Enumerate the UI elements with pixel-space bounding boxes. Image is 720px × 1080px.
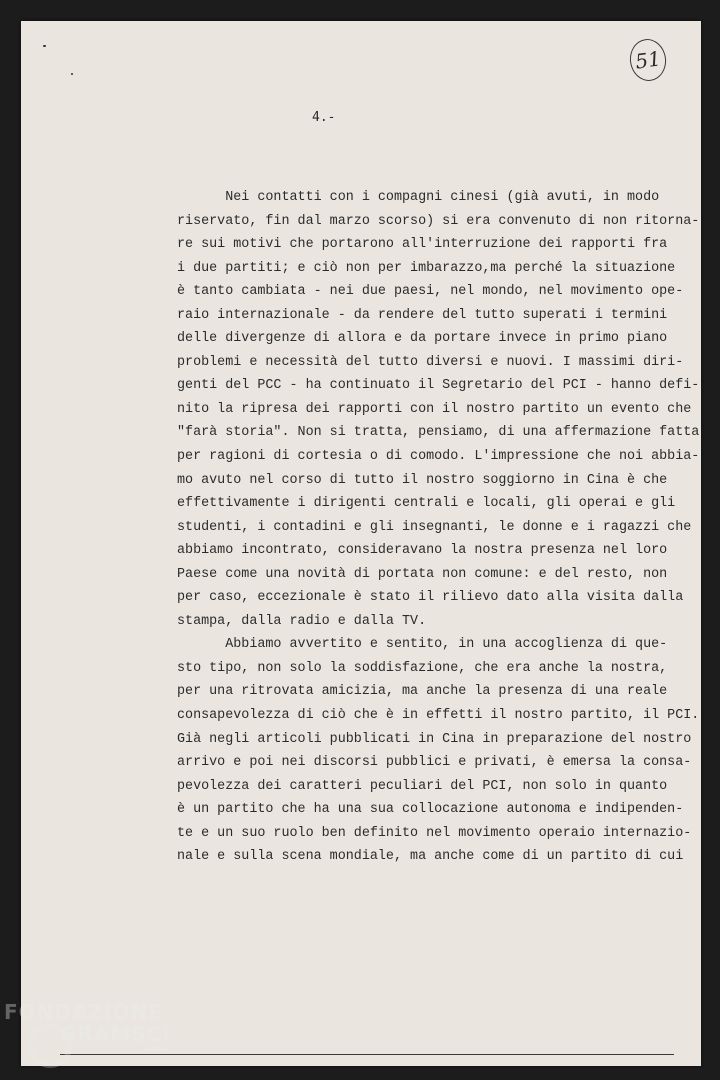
text-line: consapevolezza di ciò che è in effetti il nostro partito, il PCI.	[177, 708, 700, 724]
text-line: effettivamente i dirigenti centrali e locali, gli operai e gli	[177, 496, 676, 512]
page-number: 4.-	[312, 110, 336, 125]
ink-speck	[71, 73, 73, 75]
text-line: è tanto cambiata - nei due paesi, nel mondo, nel movimento ope-	[177, 284, 684, 300]
ink-speck	[43, 45, 46, 47]
text-line: per caso, eccezionale è stato il rilievo dato alla visita dalla	[177, 590, 684, 606]
text-line: Nei contatti con i compagni cinesi (già avuti, in modo	[177, 190, 660, 205]
text-line: Abbiamo avvertito e sentito, in una accoglienza di que-	[177, 637, 668, 653]
text-line: è un partito che ha una sua collocazione autonoma e indipenden-	[177, 802, 684, 818]
text-line: re sui motivi che portarono all'interruzione dei rapporti fra	[177, 237, 668, 253]
text-line: arrivo e poi nei discorsi pubblici e privati, è emersa la consa-	[177, 755, 692, 771]
watermark-line-2: GRAMSCI	[60, 1022, 171, 1046]
text-line: problemi e necessità del tutto diversi e nuovi. I massimi diri-	[177, 354, 684, 370]
text-line: nale e sulla scena mondiale, ma anche come di un partito di cui	[177, 849, 684, 865]
text-line: abbiamo incontrato, consideravano la nostra presenza nel loro	[177, 543, 668, 559]
bottom-rule	[60, 1054, 674, 1055]
text-line: i due partiti; e ciò non per imbarazzo,ma perché la situazione	[177, 260, 676, 276]
text-line: genti del PCC - ha continuato il Segretario del PCI - hanno defi-	[177, 378, 700, 394]
text-line: studenti, i contadini e gli insegnanti, le donne e i ragazzi che	[177, 519, 692, 535]
text-line: nito la ripresa dei rapporti con il nostro partito un evento che	[177, 401, 692, 417]
text-line: te e un suo ruolo ben definito nel movimento operaio internazio-	[177, 825, 692, 841]
text-line: per una ritrovata amicizia, ma anche la presenza di una reale	[177, 684, 668, 700]
text-line: riservato, fin dal marzo scorso) si era convenuto di non ritorna-	[177, 213, 700, 229]
text-line: Paese come una novità di portata non comune: e del resto, non	[177, 566, 668, 582]
text-line: delle divergenze di allora e da portare invece in primo piano	[177, 331, 668, 347]
text-line: pevolezza dei caratteri peculiari del PCI, non solo in quanto	[177, 778, 668, 794]
watermark-line-3: onlus	[144, 1045, 168, 1053]
fondazione-gramsci-watermark	[4, 1001, 171, 1053]
text-line: Già negli articoli pubblicati in Cina in preparazione del nostro	[177, 731, 692, 747]
text-line: per ragioni di cortesia o di comodo. L'impressione che noi abbia-	[177, 449, 700, 465]
text-line: mo avuto nel corso di tutto il nostro soggiorno in Cina è che	[177, 472, 668, 488]
text-line: "farà storia". Non si tratta, pensiamo, di una affermazione fatta	[177, 425, 700, 441]
text-line: stampa, dalla radio e dalla TV.	[177, 613, 427, 629]
watermark-line-1: FONDAZIONE	[4, 1000, 163, 1024]
document-body	[177, 186, 700, 869]
archive-page-number: 51	[627, 37, 668, 84]
text-line: raio internazionale - da rendere del tutto superati i termini	[177, 307, 668, 323]
text-line: sto tipo, non solo la soddisfazione, che era anche la nostra,	[177, 660, 668, 676]
